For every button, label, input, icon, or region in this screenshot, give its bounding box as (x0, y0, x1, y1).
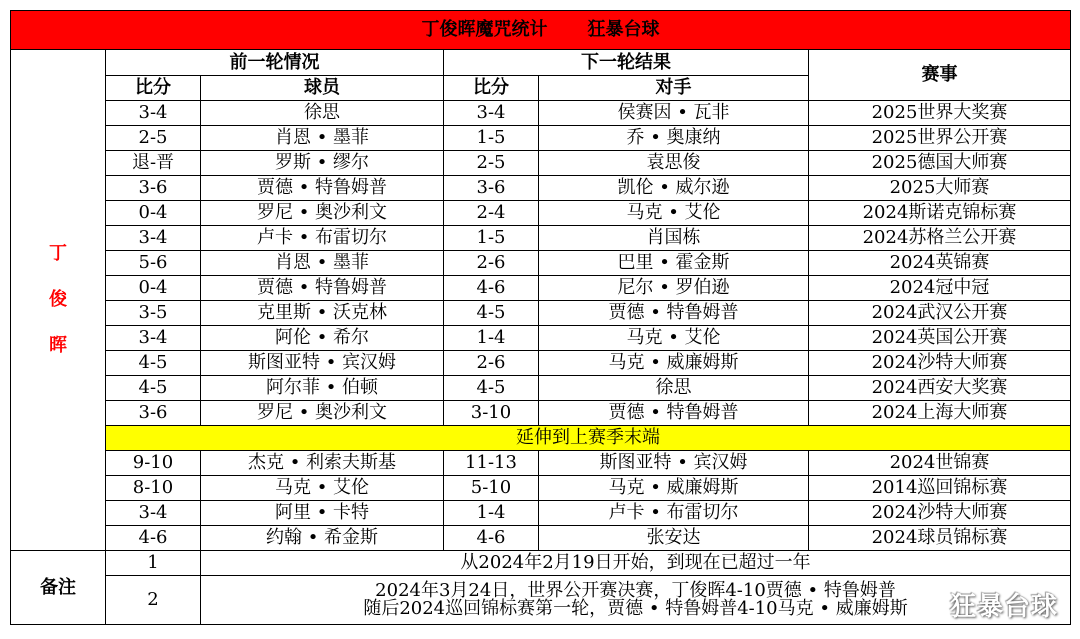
player-name-char: 丁 (49, 243, 67, 264)
banner-text: 延伸到上赛季末端 (106, 426, 1071, 451)
header-player: 球员 (201, 76, 444, 101)
next-score-cell: 4-6 (444, 276, 539, 301)
opponent-cell: 马克 • 艾伦 (539, 201, 809, 226)
table-row (11, 451, 1071, 476)
next-score-cell: 1-4 (444, 501, 539, 526)
opponent-cell: 马克 • 艾伦 (539, 326, 809, 351)
table-row (11, 151, 1071, 176)
prev-score-cell: 5-6 (106, 251, 201, 276)
table-row (11, 526, 1071, 551)
prev-player-cell: 罗尼 • 奥沙利文 (201, 201, 444, 226)
prev-player-cell: 肖恩 • 墨菲 (201, 126, 444, 151)
next-score-cell: 1-5 (444, 226, 539, 251)
next-score-cell: 3-6 (444, 176, 539, 201)
prev-player-cell: 斯图亚特 • 宾汉姆 (201, 351, 444, 376)
player-name-char: 晖 (49, 335, 67, 356)
prev-player-cell: 约翰 • 希金斯 (201, 526, 444, 551)
event-cell: 2024上海大师赛 (809, 401, 1071, 426)
next-score-cell: 5-10 (444, 476, 539, 501)
watermark: 狂暴台球 (949, 592, 1058, 622)
prev-score-cell: 9-10 (106, 451, 201, 476)
event-cell: 2024英国公开赛 (809, 326, 1071, 351)
prev-score-cell: 3-4 (106, 101, 201, 126)
prev-player-cell: 阿伦 • 希尔 (201, 326, 444, 351)
next-score-cell: 4-6 (444, 526, 539, 551)
opponent-cell: 袁思俊 (539, 151, 809, 176)
header-prev-score: 比分 (106, 76, 201, 101)
opponent-cell: 马克 • 威廉姆斯 (539, 476, 809, 501)
prev-score-cell: 4-5 (106, 376, 201, 401)
opponent-cell: 卢卡 • 布雷切尔 (539, 501, 809, 526)
prev-player-cell: 罗斯 • 缪尔 (201, 151, 444, 176)
prev-score-cell: 3-5 (106, 301, 201, 326)
event-cell: 2024西安大奖赛 (809, 376, 1071, 401)
prev-score-cell: 3-6 (106, 176, 201, 201)
table-row (11, 351, 1071, 376)
table-row (11, 201, 1071, 226)
event-cell: 2024世锦赛 (809, 451, 1071, 476)
opponent-cell: 侯赛因 • 瓦非 (539, 101, 809, 126)
prev-score-cell: 4-5 (106, 351, 201, 376)
table-row (11, 501, 1071, 526)
header-opponent: 对手 (539, 76, 809, 101)
next-score-cell: 3-4 (444, 101, 539, 126)
table-row (11, 376, 1071, 401)
prev-player-cell: 卢卡 • 布雷切尔 (201, 226, 444, 251)
table-row (11, 251, 1071, 276)
opponent-cell: 徐思 (539, 376, 809, 401)
opponent-cell: 张安达 (539, 526, 809, 551)
next-score-cell: 4-5 (444, 376, 539, 401)
note-row (11, 576, 1071, 625)
prev-score-cell: 3-4 (106, 226, 201, 251)
next-score-cell: 2-5 (444, 151, 539, 176)
event-cell: 2025世界公开赛 (809, 126, 1071, 151)
opponent-cell: 巴里 • 霍金斯 (539, 251, 809, 276)
banner-row (11, 426, 1071, 451)
event-cell: 2025世界大奖赛 (809, 101, 1071, 126)
event-cell: 2014巡回锦标赛 (809, 476, 1071, 501)
note-row (11, 551, 1071, 576)
next-score-cell: 2-6 (444, 351, 539, 376)
table-row (11, 276, 1071, 301)
prev-score-cell: 0-4 (106, 276, 201, 301)
event-cell: 2024斯诺克锦标赛 (809, 201, 1071, 226)
table-title (11, 11, 1071, 50)
next-score-cell: 2-4 (444, 201, 539, 226)
opponent-cell: 贾德 • 特鲁姆普 (539, 301, 809, 326)
event-cell: 2024沙特大师赛 (809, 351, 1071, 376)
next-score-cell: 4-5 (444, 301, 539, 326)
opponent-cell: 凯伦 • 威尔逊 (539, 176, 809, 201)
prev-score-cell: 3-4 (106, 501, 201, 526)
table-row (11, 476, 1071, 501)
title-right: 狂暴台球 (587, 19, 660, 40)
opponent-cell: 马克 • 威廉姆斯 (539, 351, 809, 376)
stats-table (10, 10, 1071, 625)
prev-score-cell: 0-4 (106, 201, 201, 226)
prev-player-cell: 阿尔菲 • 伯顿 (201, 376, 444, 401)
table-row (11, 226, 1071, 251)
prev-player-cell: 阿里 • 卡特 (201, 501, 444, 526)
title-left: 丁俊晖魔咒统计 (421, 19, 548, 40)
note-number: 1 (106, 551, 201, 576)
opponent-cell: 贾德 • 特鲁姆普 (539, 401, 809, 426)
table-row (11, 101, 1071, 126)
prev-player-cell: 马克 • 艾伦 (201, 476, 444, 501)
event-cell: 2025大师赛 (809, 176, 1071, 201)
next-score-cell: 1-5 (444, 126, 539, 151)
header-next-round: 下一轮结果 (444, 50, 809, 76)
prev-player-cell: 贾德 • 特鲁姆普 (201, 176, 444, 201)
opponent-cell: 肖国栋 (539, 226, 809, 251)
next-score-cell: 1-4 (444, 326, 539, 351)
prev-score-cell: 4-6 (106, 526, 201, 551)
prev-player-cell: 克里斯 • 沃克林 (201, 301, 444, 326)
player-name-char: 俊 (49, 289, 67, 310)
next-score-cell: 3-10 (444, 401, 539, 426)
notes-label: 备注 (11, 551, 106, 625)
opponent-cell: 尼尔 • 罗伯逊 (539, 276, 809, 301)
table-row (11, 301, 1071, 326)
event-cell: 2025德国大师赛 (809, 151, 1071, 176)
table-row (11, 126, 1071, 151)
note-text (201, 576, 1071, 625)
table-row (11, 401, 1071, 426)
event-cell: 2024英锦赛 (809, 251, 1071, 276)
prev-player-cell: 罗尼 • 奥沙利文 (201, 401, 444, 426)
header-next-score: 比分 (444, 76, 539, 101)
prev-player-cell: 徐思 (201, 101, 444, 126)
prev-player-cell: 贾德 • 特鲁姆普 (201, 276, 444, 301)
note-number: 2 (106, 576, 201, 625)
next-score-cell: 11-13 (444, 451, 539, 476)
prev-player-cell: 杰克 • 利索夫斯基 (201, 451, 444, 476)
prev-player-cell: 肖恩 • 墨菲 (201, 251, 444, 276)
player-name-cell (11, 50, 106, 551)
opponent-cell: 乔 • 奥康纳 (539, 126, 809, 151)
prev-score-cell: 8-10 (106, 476, 201, 501)
table-row (11, 326, 1071, 351)
header-event: 赛事 (809, 50, 1071, 101)
prev-score-cell: 3-4 (106, 326, 201, 351)
note-line: 2024年3月24日，世界公开赛决赛，丁俊晖4-10贾德 • 特鲁姆普 (375, 580, 896, 601)
table-row (11, 176, 1071, 201)
event-cell: 2024武汉公开赛 (809, 301, 1071, 326)
event-cell: 2024沙特大师赛 (809, 501, 1071, 526)
next-score-cell: 2-6 (444, 251, 539, 276)
prev-score-cell: 退-晋 (106, 151, 201, 176)
event-cell: 2024冠中冠 (809, 276, 1071, 301)
prev-score-cell: 2-5 (106, 126, 201, 151)
note-line: 随后2024巡回锦标赛第一轮，贾德 • 特鲁姆普4-10马克 • 威廉姆斯 (363, 598, 908, 619)
opponent-cell: 斯图亚特 • 宾汉姆 (539, 451, 809, 476)
note-text: 从2024年2月19日开始，到现在已超过一年 (201, 551, 1071, 576)
header-prev-round: 前一轮情况 (106, 50, 444, 76)
event-cell: 2024苏格兰公开赛 (809, 226, 1071, 251)
event-cell: 2024球员锦标赛 (809, 526, 1071, 551)
prev-score-cell: 3-6 (106, 401, 201, 426)
